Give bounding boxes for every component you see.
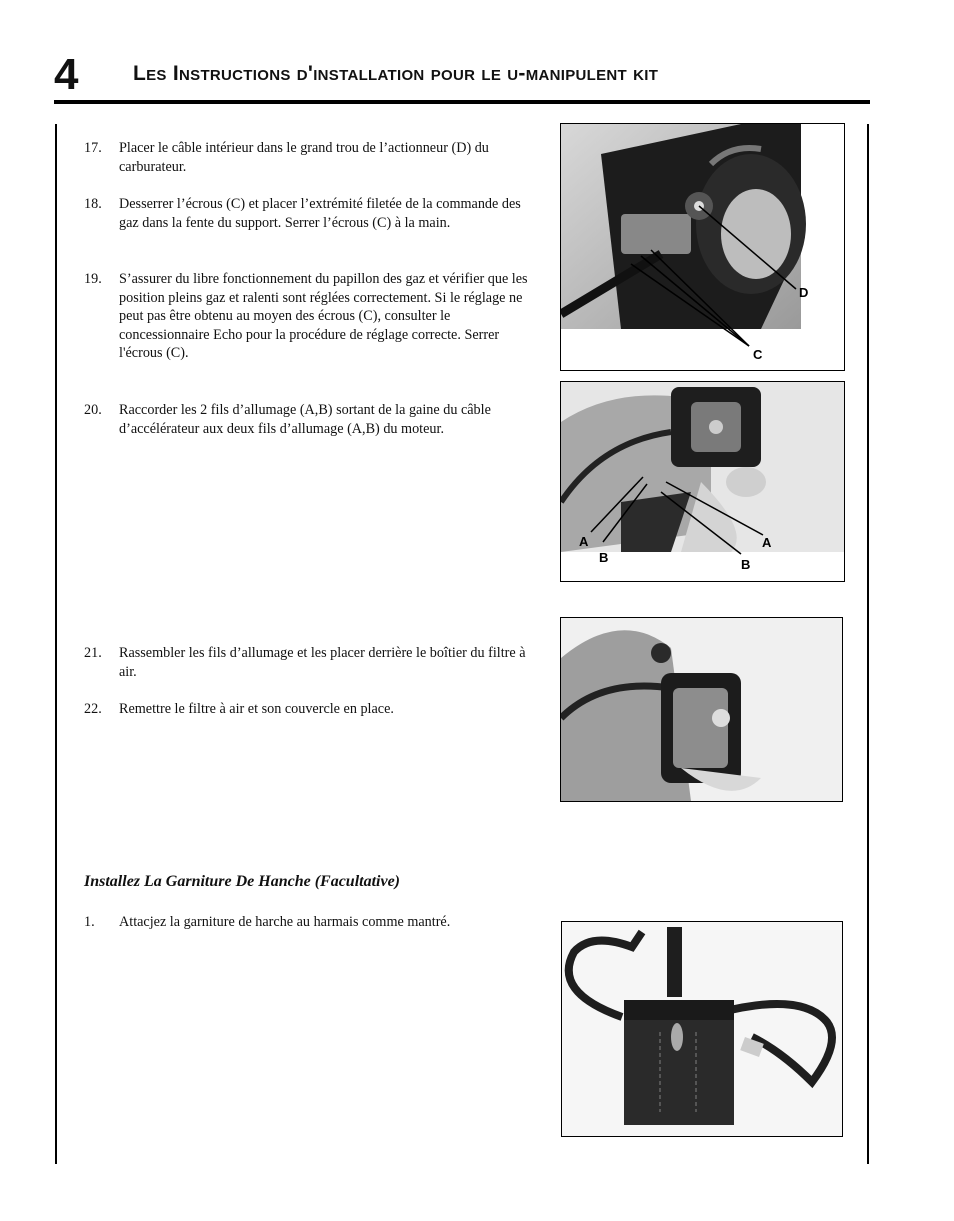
step-22 <box>84 700 534 719</box>
step-text: Desserrer l’écrous (C) et placer l’extrémité filetée de la commande des gaz dans la fente du support. Serrer l’écrous (C) à la main. <box>119 196 521 231</box>
step-19 <box>84 270 534 363</box>
callout-c: C <box>753 347 763 362</box>
figure-ignition-wires <box>560 381 845 582</box>
step-number: 21. <box>84 645 102 661</box>
figure-air-filter <box>560 617 843 802</box>
step-text: Remettre le filtre à air et son couvercle en place. <box>119 701 394 717</box>
step-18 <box>84 195 534 232</box>
callout-b-left: B <box>599 550 609 565</box>
left-margin-rule <box>55 124 57 1164</box>
page-number: 4 <box>54 50 79 99</box>
step-number: 20. <box>84 402 102 418</box>
step-number: 22. <box>84 701 102 717</box>
ignition-wires-photo <box>561 382 844 581</box>
step-number: 17. <box>84 140 102 156</box>
figure-hip-pad <box>561 921 843 1137</box>
step-text: Attacjez la garniture de harche au harmais comme mantré. <box>119 914 451 930</box>
step-text: Rassembler les fils d’allumage et les placer derrière le boîtier du filtre à air. <box>119 645 526 680</box>
carburetor-photo <box>561 124 844 370</box>
step-21 <box>84 644 534 681</box>
step-number: 1. <box>84 914 95 930</box>
callout-a-left: A <box>579 534 589 549</box>
step-text: S’assurer du libre fonctionnement du papillon des gaz et vérifier que les position pleins gaz et ralenti sont réglées correctement. Si le réglage ne peut pas être obtenu au moyen des écrous (C), consulter le concessionnaire Echo pour la procédure de réglage correcte. Serrer l'écrous (C). <box>119 271 528 362</box>
title-rule <box>54 100 870 104</box>
callout-a-right: A <box>762 535 772 550</box>
callout-d: D <box>799 285 809 300</box>
step-number: 19. <box>84 271 102 287</box>
right-margin-rule <box>867 124 869 1164</box>
air-filter-photo <box>561 618 842 801</box>
step-text: Raccorder les 2 fils d’allumage (A,B) sortant de la gaine du câble d’accélérateur aux deux fils d’allumage (A,B) du moteur. <box>119 402 491 437</box>
section-heading: Installez La Garniture De Hanche (Facultative) <box>84 873 400 890</box>
step-17 <box>84 139 534 176</box>
step-20 <box>84 401 534 438</box>
figure-carburetor <box>560 123 845 371</box>
hip-pad-photo <box>562 922 842 1136</box>
callout-b-right: B <box>741 557 751 572</box>
page-title: Les Instructions d'installation pour le u-manipulent kit <box>133 62 659 85</box>
step-text: Placer le câble intérieur dans le grand trou de l’actionneur (D) du carburateur. <box>119 140 489 175</box>
step-number: 18. <box>84 196 102 212</box>
section-step-1 <box>84 913 534 932</box>
